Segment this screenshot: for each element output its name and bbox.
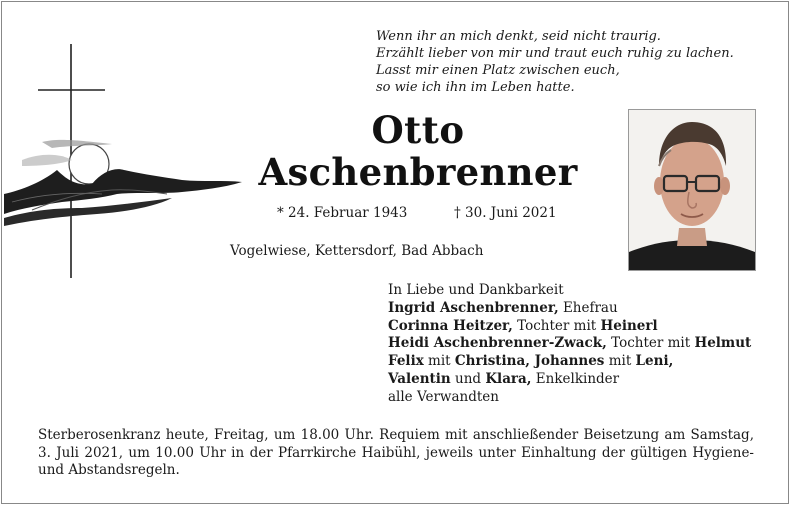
mourner-relation: Tochter mit [606,335,695,352]
mourner-lines [388,300,778,407]
mourner-relation: und [450,370,486,387]
poem-line: so wie ich ihn im Leben hatte. [376,80,575,95]
mourner-name: Leni, [635,353,674,370]
first-name: Otto [371,108,465,152]
mourner-relation: mit [423,353,455,370]
mourner-relation: Tochter mit [512,317,601,334]
mourner-name: Heinerl [600,317,658,334]
mourners-list [388,282,778,407]
portrait-image [629,110,755,270]
obituary-notice [1,1,789,504]
poem-line: Erzählt lieber von mir und traut euch ruhig zu lachen. [376,46,734,61]
mourner-relation: Enkelkinder [531,370,620,387]
mourner-relation: mit [604,353,636,370]
service-notice: Sterberosenkranz heute, Freitag, um 18.00 Uhr. Requiem mit anschließender Beisetzung am Samstag, 3. Juli 2021, um 10.00 Uhr in der Pfarrkirche Haibühl, jeweils unter Einhaltung der gültigen Hygiene- und Abstandsregeln. [38,427,754,478]
mourner-line [388,389,778,407]
residence-location: Vogelwiese, Kettersdorf, Bad Abbach [230,243,484,259]
poem-line: Wenn ihr an mich denkt, seid nicht traurig. [376,29,661,44]
poem-line: Lasst mir einen Platz zwischen euch, [376,63,620,78]
mourner-name: Felix [388,353,424,370]
mourner-name: Helmut [694,335,752,352]
mourner-name: Ingrid Aschenbrenner, [388,299,559,316]
mourner-name: Christina, Johannes [454,353,605,370]
birth-date: * 24. Februar 1943 [277,205,408,221]
mourner-line [388,371,778,389]
cross-and-moon-artwork [2,42,252,282]
death-date: † 30. Juni 2021 [454,205,557,221]
mourners-intro: In Liebe und Dankbarkeit [388,282,564,298]
portrait-photo [628,109,756,271]
mourner-relation: Ehefrau [558,299,618,316]
mourner-line [388,318,778,336]
poem-quote [376,28,776,96]
mourner-line [388,353,778,371]
mourner-line [388,300,778,318]
last-name: Aschenbrenner [258,150,578,194]
mourner-relation: alle Verwandten [388,388,499,405]
deceased-name [232,110,604,194]
mourner-name: Heidi Aschenbrenner-Zwack, [388,335,607,352]
mourner-name: Klara, [485,370,532,387]
mourner-line [388,335,778,353]
mourner-name: Valentin [388,370,451,387]
mourner-name: Corinna Heitzer, [388,317,513,334]
